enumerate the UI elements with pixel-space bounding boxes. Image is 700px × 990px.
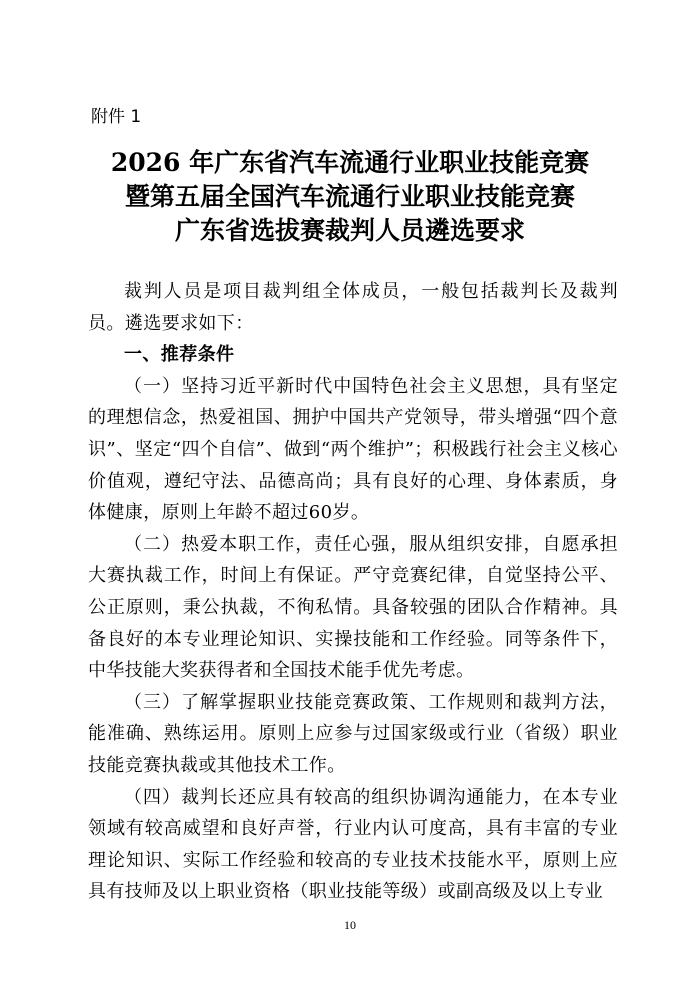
attachment-label: 附件 1 [91, 107, 142, 127]
intro-paragraph: 裁判人员是项目裁判组全体成员，一般包括裁判长及裁判员。遴选要求如下： [88, 281, 618, 334]
paragraph-item-4: （四）裁判长还应具有较高的组织协调沟通能力，在本专业领域有较高威望和良好声誉，行业内认可度高，具有丰富的专业理论知识、实际工作经验和较高的专业技术技能水平，原则上应具有技师及以上职业资格（职业技能等级）或副高级及以上专业 [88, 786, 618, 903]
document-title [60, 146, 640, 248]
paragraph-item-1: （一）坚持习近平新时代中国特色社会主义思想，具有坚定的理想信念，热爱祖国、拥护中国共产党领导，带头增强“四个意识”、坚定“四个自信”、做到“两个维护”；积极践行社会主义核心价值观，遵纪守法、品德高尚；具有良好的心理、身体素质，身体健康，原则上年龄不超过60岁。 [88, 375, 618, 524]
document-body [88, 276, 618, 908]
title-line: 暨第五届全国汽车流通行业职业技能竞赛 [124, 182, 575, 211]
title-line: 2026 年广东省汽车流通行业职业技能竞赛 [110, 148, 590, 177]
section-heading: 一、推荐条件 [124, 344, 235, 366]
paragraph-item-3: （三）了解掌握职业技能竞赛政策、工作规则和裁判方法，能准确、熟练运用。原则上应参与过国家级或行业（省级）职业技能竞赛执裁或其他技术工作。 [88, 691, 618, 776]
title-line: 广东省选拔赛裁判人员遴选要求 [174, 216, 525, 245]
paragraph-item-2: （二）热爱本职工作，责任心强，服从组织安排，自愿承担大赛执裁工作，时间上有保证。严守竞赛纪律，自觉坚持公平、公正原则，秉公执裁，不徇私情。具备较强的团队合作精神。具备良好的本专业理论知识、实操技能和工作经验。同等条件下，中华技能大奖获得者和全国技术能手优先考虑。 [88, 533, 618, 682]
page-number: 10 [344, 918, 356, 932]
